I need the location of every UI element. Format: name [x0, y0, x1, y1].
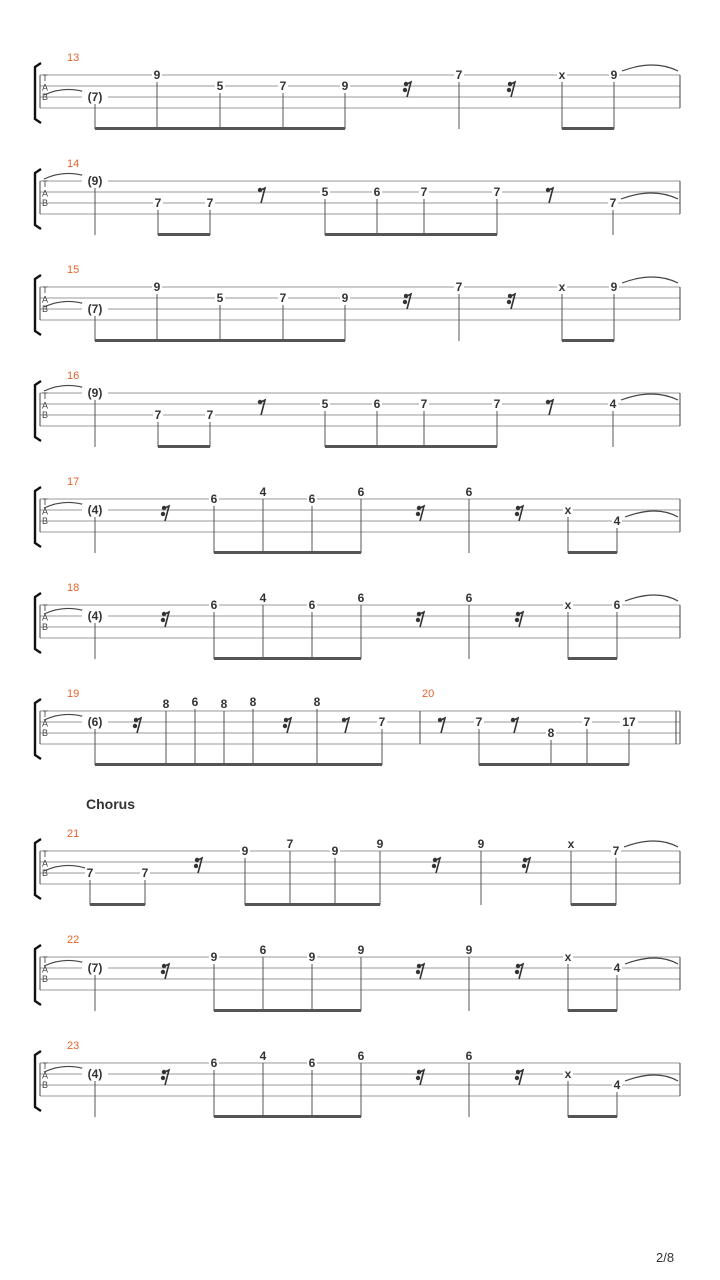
fret-number: x — [564, 598, 572, 612]
tab-clef-letter: T — [42, 1061, 48, 1071]
fret-number: (4) — [87, 1067, 103, 1081]
beam — [312, 551, 361, 554]
tab-clef-letter: B — [41, 728, 49, 738]
tie — [44, 865, 88, 871]
tab-clef-letter: A — [41, 964, 49, 975]
measure-number: 17 — [67, 476, 80, 488]
eighth-rest-icon — [258, 400, 265, 415]
tie — [621, 193, 678, 199]
fret-number: 6 — [357, 1049, 365, 1063]
beam — [245, 903, 290, 906]
fret-number: 7 — [154, 408, 162, 422]
eighth-rest-icon — [342, 718, 349, 733]
tab-clef-letter: A — [41, 400, 49, 411]
beam — [312, 657, 361, 660]
fret-number: 9 — [308, 950, 316, 964]
fret-number: 5 — [216, 291, 224, 305]
tie — [44, 1066, 88, 1072]
tab-clef-letter: A — [41, 82, 49, 93]
beam — [95, 127, 157, 130]
fret-number: 9 — [341, 79, 349, 93]
eighth-rest-icon — [511, 718, 518, 733]
fret-number: 7 — [141, 866, 149, 880]
fret-number: 6 — [210, 492, 218, 506]
beam — [263, 551, 312, 554]
fret-number: 8 — [249, 695, 257, 709]
tab-clef-letter: A — [41, 294, 49, 305]
fret-number: 4 — [259, 591, 267, 605]
fret-number: 9 — [210, 950, 218, 964]
fret-number: 6 — [259, 943, 267, 957]
beam — [263, 1009, 312, 1012]
tab-system — [35, 381, 680, 441]
fret-number: 6 — [465, 485, 473, 499]
fret-number: 6 — [191, 695, 199, 709]
fret-number: 9 — [153, 280, 161, 294]
fret-number: 9 — [357, 943, 365, 957]
beam — [312, 1009, 361, 1012]
sixteenth-rest-icon — [283, 718, 291, 733]
fret-number: 6 — [373, 185, 381, 199]
beam — [283, 339, 345, 342]
fret-number: 7 — [286, 837, 294, 851]
tie — [44, 89, 88, 95]
tab-clef-letter: T — [42, 955, 48, 965]
tie — [625, 1075, 678, 1081]
beam — [263, 1115, 312, 1118]
measure-number: 15 — [67, 264, 80, 276]
tab-clef-letter: T — [42, 497, 48, 507]
fret-number: x — [558, 280, 566, 294]
fret-number: 4 — [259, 485, 267, 499]
beam — [290, 903, 335, 906]
tab-system — [35, 839, 680, 899]
tie — [622, 65, 678, 71]
beam — [214, 551, 263, 554]
measure-number: 18 — [67, 582, 80, 594]
tab-system — [35, 699, 680, 759]
fret-number: 9 — [241, 844, 249, 858]
beam — [571, 903, 616, 906]
beam — [158, 233, 210, 236]
tie — [624, 841, 678, 847]
measure-number: 19 — [67, 688, 80, 700]
fret-number: x — [567, 837, 575, 851]
fret-number: 7 — [583, 715, 591, 729]
tab-clef-letter: T — [42, 709, 48, 719]
fret-number: 8 — [162, 697, 170, 711]
fret-number: 7 — [609, 196, 617, 210]
fret-number: (7) — [87, 302, 103, 316]
beam — [90, 903, 145, 906]
beam — [95, 339, 157, 342]
fret-number: x — [558, 68, 566, 82]
tab-system — [35, 169, 680, 229]
beam — [568, 657, 617, 660]
beam — [253, 763, 317, 766]
tie — [622, 277, 678, 283]
fret-number: 7 — [493, 397, 501, 411]
tab-clef-letter: A — [41, 612, 49, 623]
fret-number: 6 — [308, 492, 316, 506]
eighth-rest-icon — [438, 718, 445, 733]
tab-clef-letter: B — [41, 622, 49, 632]
beam — [214, 657, 263, 660]
fret-number: 4 — [609, 397, 617, 411]
beam — [263, 657, 312, 660]
fret-number: (7) — [87, 90, 103, 104]
fret-number: 8 — [313, 695, 321, 709]
beam — [283, 127, 345, 130]
sixteenth-rest-icon — [161, 506, 169, 521]
fret-number: (7) — [87, 961, 103, 975]
sixteenth-rest-icon — [416, 1070, 424, 1085]
fret-number: (6) — [87, 715, 103, 729]
tab-clef-letter: B — [41, 92, 49, 102]
fret-number: 6 — [613, 598, 621, 612]
sixteenth-rest-icon — [161, 612, 169, 627]
tab-system — [35, 275, 680, 335]
fret-number: 7 — [612, 844, 620, 858]
fret-number: 7 — [420, 397, 428, 411]
measure-number: 22 — [67, 934, 80, 946]
fret-number: x — [564, 1067, 572, 1081]
fret-number: 9 — [331, 844, 339, 858]
fret-number: 4 — [613, 514, 621, 528]
beam — [479, 763, 551, 766]
measure-number: 21 — [67, 828, 80, 840]
fret-number: 4 — [613, 1078, 621, 1092]
sixteenth-rest-icon — [515, 612, 523, 627]
sixteenth-rest-icon — [507, 82, 515, 97]
section-label: Chorus — [86, 796, 135, 812]
fret-number: 7 — [493, 185, 501, 199]
sixteenth-rest-icon — [515, 506, 523, 521]
tab-clef-letter: T — [42, 73, 48, 83]
fret-number: 5 — [216, 79, 224, 93]
sixteenth-rest-icon — [403, 294, 411, 309]
fret-number: 7 — [455, 280, 463, 294]
tab-clef-letter: A — [41, 858, 49, 869]
beam — [224, 763, 253, 766]
sixteenth-rest-icon — [416, 612, 424, 627]
fret-number: 6 — [357, 591, 365, 605]
beam — [377, 233, 424, 236]
tab-system — [35, 63, 680, 123]
beam — [562, 127, 614, 130]
fret-number: 9 — [477, 837, 485, 851]
beam — [195, 763, 224, 766]
fret-number: (4) — [87, 609, 103, 623]
tie — [621, 394, 678, 400]
fret-number: 6 — [308, 598, 316, 612]
beam — [568, 551, 617, 554]
tab-clef-letter: T — [42, 603, 48, 613]
eighth-rest-icon — [258, 188, 265, 203]
tie — [625, 958, 678, 964]
fret-number: 7 — [154, 196, 162, 210]
fret-number: (9) — [87, 174, 103, 188]
fret-number: 6 — [308, 1056, 316, 1070]
sixteenth-rest-icon — [416, 964, 424, 979]
beam — [568, 1115, 617, 1118]
fret-number: 6 — [373, 397, 381, 411]
fret-number: 17 — [622, 715, 636, 729]
tab-clef-letter: B — [41, 516, 49, 526]
beam — [157, 339, 220, 342]
beam — [317, 763, 382, 766]
beam — [587, 763, 629, 766]
fret-number: x — [564, 503, 572, 517]
beam — [562, 339, 614, 342]
fret-number: 9 — [465, 943, 473, 957]
page-number: 2/8 — [656, 1250, 675, 1265]
tie — [625, 511, 678, 517]
fret-number: 9 — [153, 68, 161, 82]
sixteenth-rest-icon — [403, 82, 411, 97]
tab-clef-letter: B — [41, 974, 49, 984]
fret-number: (9) — [87, 386, 103, 400]
tie — [44, 608, 88, 614]
tie — [44, 502, 88, 508]
sixteenth-rest-icon — [161, 964, 169, 979]
sixteenth-rest-icon — [515, 1070, 523, 1085]
tab-clef-letter: T — [42, 179, 48, 189]
tie — [44, 173, 88, 179]
fret-number: x — [564, 950, 572, 964]
sixteenth-rest-icon — [432, 858, 440, 873]
eighth-rest-icon — [546, 188, 553, 203]
tie — [44, 960, 88, 966]
sixteenth-rest-icon — [161, 1070, 169, 1085]
tab-clef-letter: T — [42, 285, 48, 295]
tab-clef-letter: B — [41, 198, 49, 208]
beam — [325, 233, 377, 236]
tie — [44, 714, 88, 720]
beam — [157, 127, 220, 130]
sixteenth-rest-icon — [416, 506, 424, 521]
beam — [424, 233, 497, 236]
sixteenth-rest-icon — [194, 858, 202, 873]
fret-number: 7 — [378, 715, 386, 729]
beam — [214, 1115, 263, 1118]
tab-clef-letter: B — [41, 410, 49, 420]
fret-number: (4) — [87, 503, 103, 517]
fret-number: 5 — [321, 397, 329, 411]
measure-number: 13 — [67, 52, 80, 64]
beam — [424, 445, 497, 448]
tab-clef-letter: B — [41, 868, 49, 878]
fret-number: 7 — [206, 196, 214, 210]
measure-number: 23 — [67, 1040, 80, 1052]
fret-number: 7 — [455, 68, 463, 82]
fret-number: 9 — [376, 837, 384, 851]
beam — [377, 445, 424, 448]
eighth-rest-icon — [546, 400, 553, 415]
tab-clef-letter: B — [41, 1080, 49, 1090]
tab-clef-letter: A — [41, 1070, 49, 1081]
sixteenth-rest-icon — [515, 964, 523, 979]
beam — [166, 763, 195, 766]
fret-number: 5 — [321, 185, 329, 199]
fret-number: 6 — [210, 1056, 218, 1070]
beam — [551, 763, 587, 766]
tab-clef-letter: A — [41, 718, 49, 729]
fret-number: 8 — [547, 726, 555, 740]
beam — [220, 127, 283, 130]
beam — [325, 445, 377, 448]
beam — [214, 1009, 263, 1012]
sixteenth-rest-icon — [133, 718, 141, 733]
beam — [95, 763, 166, 766]
tie — [625, 595, 678, 601]
fret-number: 7 — [86, 866, 94, 880]
fret-number: 7 — [475, 715, 483, 729]
fret-number: 7 — [206, 408, 214, 422]
beam — [335, 903, 380, 906]
fret-number: 7 — [279, 291, 287, 305]
fret-number: 9 — [341, 291, 349, 305]
sixteenth-rest-icon — [522, 858, 530, 873]
fret-number: 9 — [610, 68, 618, 82]
tab-clef-letter: T — [42, 849, 48, 859]
fret-number: 6 — [357, 485, 365, 499]
tie — [44, 385, 88, 391]
tab-clef-letter: A — [41, 188, 49, 199]
fret-number: 7 — [279, 79, 287, 93]
fret-number: 4 — [613, 961, 621, 975]
fret-number: 4 — [259, 1049, 267, 1063]
fret-number: 6 — [465, 591, 473, 605]
beam — [568, 1009, 617, 1012]
fret-number: 8 — [220, 697, 228, 711]
fret-number: 6 — [210, 598, 218, 612]
fret-number: 6 — [465, 1049, 473, 1063]
beam — [220, 339, 283, 342]
measure-number: 16 — [67, 370, 80, 382]
beam — [158, 445, 210, 448]
measure-number: 14 — [67, 158, 80, 170]
tab-clef-letter: T — [42, 391, 48, 401]
beam — [312, 1115, 361, 1118]
measure-number: 20 — [422, 688, 435, 700]
tab-clef-letter: A — [41, 506, 49, 517]
tab-clef-letter: B — [41, 304, 49, 314]
sixteenth-rest-icon — [507, 294, 515, 309]
fret-number: 9 — [610, 280, 618, 294]
fret-number: 7 — [420, 185, 428, 199]
tie — [44, 301, 88, 307]
